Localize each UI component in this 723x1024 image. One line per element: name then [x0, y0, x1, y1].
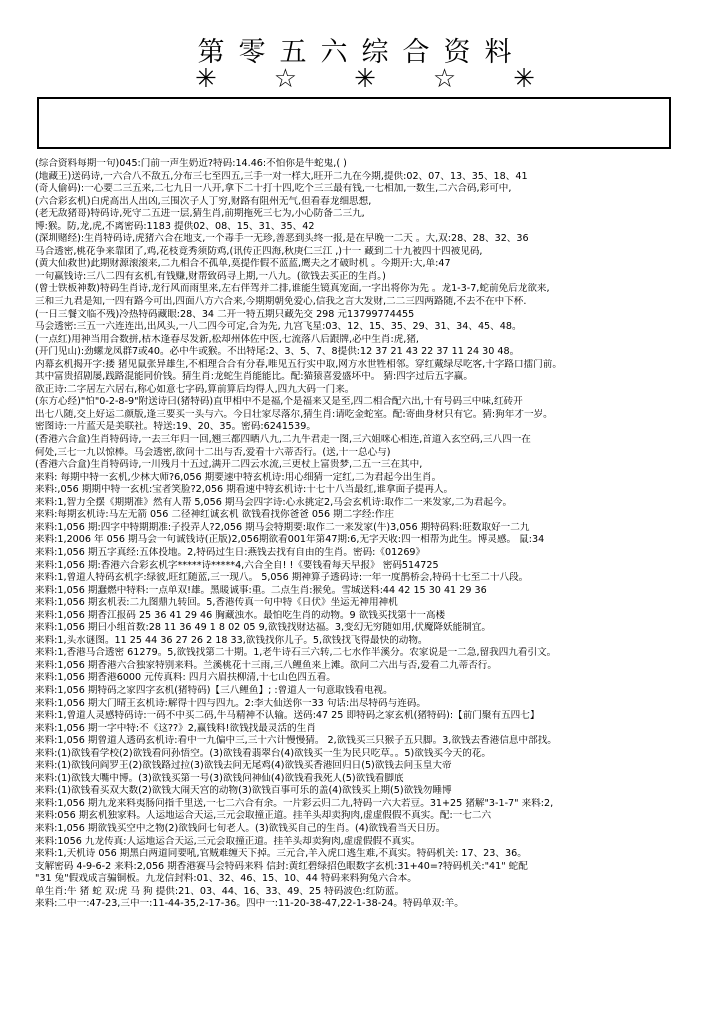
text-line: 马会透密:三五一六连连出,出风头,一八二四今可定,合为先, 九宫飞星:03、12、15、35、29、31、34、45、48。	[35, 321, 522, 333]
text-line: 来料:(1)欲钱大嘴中博。(3)欲钱买第一号(3)欲钱问神仙(4)欲钱看我死人(5)欲钱看脚底	[35, 772, 404, 784]
text-line: 来料:1,056 期五字真经:五体投地。2,特码过生日:燕钱去找有自由的生肖。密码:《01269》	[35, 546, 426, 558]
text-line: 来料:1,头水谜图。11 25 44 36 27 26 2 18 33,欲钱找你儿子。5,欲钱找飞得最快的动物。	[35, 634, 428, 646]
asterisk-star-icon: ✳	[513, 64, 535, 94]
text-line: 博:猴。防,龙,虎,不离密码:1183 提供02、08、15、31、35、42	[35, 220, 315, 232]
text-line: 来料:1,056 期欲钱买空中之物(2)欲钱问七旬老人。(3)欲钱买自己的生肖。(4)欲钱看当天日历。	[35, 822, 446, 834]
text-line: 来料:1056 九龙传真:人运地运合天运,三元会取撞正道。挂羊头却卖狗肉,虚虚假假不真实。	[35, 835, 421, 847]
text-line: 马合透密,桃花争来靠团了,鸡,花枝竟秀须防鸡,(讯传正四海,秋庚仁三江 ,)十一 藏到二十九被四十四被见码,	[35, 245, 483, 257]
text-line: 来料:1,曾道人特码玄机字:绿彼,旺红随蓝,三一现八。 5,056 期神算子透码诗:一年一度鹊桥会,特码十七至二十八段。	[35, 572, 529, 584]
text-line: (六合彩玄机)白虎高出人出凶,三围次子人丁穷,财路有阻州无气,但看春龙细思想,	[35, 195, 372, 207]
text-line: 内幕玄机揭开字:搂 猪见鼠张异雄生,不相理合合有分春,唯见五行实中取,网方水世牲相邻。穿红戴绿尽吃客,十字路口擂门前。	[35, 358, 562, 370]
text-line: 密图诗:一片蓝天是美联社。特送:19、20、35。密码:6241539。	[35, 421, 316, 433]
text-line: 来料:1,056 期:四字中特期期准:子投弄人?2,056 期马会特期要:取作二一来发家(牛)3,056 期特码料:旺数取好一二九	[35, 521, 530, 533]
text-line: 来料:1,056 期一字中特:不《这??》2,赢钱料!欲钱找最灵活的生肖	[35, 722, 316, 734]
text-line: (地藏王)送码诗,一六合八不敌五,分布三七至四五,三手一对一样大,旺开二九在今期,提供:02、07、13、35、18、41	[35, 170, 528, 182]
text-line: 来料:1,056 期玄机表:二九图鼎九转回。5,香港传真一句中特《日伏》坐运无神用神机	[35, 597, 398, 609]
text-line: 欲正诗:二字居左六居右,称心如意七字码,算前算后均得人,四九大码一门来。	[35, 383, 355, 395]
text-line: (香港六合盒)生肖特码诗,一川残月十五过,满开二四云水流,三更杖上富贵梦,二五一三在其中,	[35, 459, 423, 471]
page-title: 第零五六综合资料	[197, 37, 526, 68]
text-line: (老无敌猪哥)特码诗,死守二五进一层,猜生肖,前期拖死三七为,小心防备二三九,	[35, 208, 365, 220]
text-line: 来料:1,曾道人灵感特码诗:一码不中买二码,牛马精神不认输。送码:47 25 即特码之家玄机(猪特码):【前门聚有五四七】	[35, 710, 540, 722]
text-line: 来料:二中一:47-23,三中一:11-44-35,2-17-36。四中一:11-20-38-47,22-1-38-24。特码单双:羊。	[35, 898, 464, 910]
text-line: (深圳赌经):生肖特码诗,虎猪六合在地支,一个毒手一无珍,善恶到头终一报,是在早晚一二天 。大,双:28、28、32、36	[35, 233, 529, 245]
text-line: 支解密码 4-9-6-2 来料:2,056 期香港赛马会特码来料 信封:黄红碧绿招色眼数字玄机:31+40=?特码机关:"41" 蛇配	[35, 860, 528, 872]
text-line: 来料:1,智力全摆《期期准》然有人帮 5,056 期马会四字诗:心永挑定2,马会玄机诗:取作二一来发家,二为君起今。	[35, 496, 513, 508]
text-line: 来料:1,056 期大门晴王玄机诗:解得十四与四九。2:李大仙送你一33 句话:出尽特码与连码。	[35, 697, 426, 709]
document-body	[35, 158, 687, 911]
text-line: 来料:(1)欲钱看买双大数(2)欲钱大闹天宫的动物(3)欲钱百事可乐的盖(4)欲钱买上期(5)欲钱勿睡博	[35, 785, 452, 797]
text-line: 一句赢钱诗:三八二四有玄机,有钱赚,财帮致码寻上期,一八九。(欲钱去买正的生肖。)	[35, 270, 386, 282]
text-line: 来料:056 期玄机独家料。人运地运合天运,三元会取撞正道。挂羊头却卖狗肉,虚虚假假不真实。配:一七二六	[35, 810, 492, 822]
text-line: 来料:,056 期期中特一玄机:宝者笑脸?2,056 期看速中特玄机诗:十七十八当最红,谁拿面子提再人。	[35, 484, 454, 496]
text-line: 来料:1,056 期曰小组首数:28 11 36 49 1 8 02 05 9,欲钱找财达福。3,变幻无穷随如用,伏魔降妖能制宜。	[35, 622, 491, 634]
star-decoration-row	[195, 64, 535, 94]
text-line: 来料:1,056 期香江报码 25 36 41 29 46 胸藏浊水。最怕吃生肖的动物。9 欲钱买找第十一高楼	[35, 609, 446, 621]
text-line: 来料:1,056 期九龙来料夷肠问指千里送,一七二六合有余。一片彩云归二九,特码一六大若豆。31+25 猪解"3-1-7" 来料:2,	[35, 797, 554, 809]
text-line: 来料:1,056 期特码之家四字玄机(猪特码)【三八鲤鱼】; :曾道人一句意取钱看电视。	[35, 684, 393, 696]
text-line: 来料:1,2006 年 056 期马会一句诚钱诗(正版)2,056期欲看001年第47期:6,无字天收:四一相帮为此生。博灵感。 鼠:34	[35, 534, 545, 546]
text-line: 来料: 每期中特一玄机,少林大师?6,056 期要速中特玄机诗:用心细猜一定红,二为君起今出生肖。	[35, 471, 442, 483]
text-line: 来料:1,天机诗 056 期黑白两道同要吼,官贼难缠天下掉。三元合,羊入虎口逃生难,不真实。特码机关: 17、23、36。	[35, 848, 527, 860]
outline-star-icon: ☆	[432, 64, 457, 94]
text-line: "31 兔"假戏成言骗铜板。九龙信封料:01、32、46、15、10、44 特码来料狗兔六合本。	[35, 873, 417, 885]
text-line: 来料:1,056 期蠢燃中特料:一点单双!雄。黑暖诚事:重。二点生肖:猴免。雪城送料:44 42 15 30 41 29 36	[35, 584, 487, 596]
text-line: 出七八随,交上好运二颜版,逢三要买一头与六。今日壮家尽落尔,猜生肖:请吃金蛇室。配:寄曲身材只有它。猜:狗年才一岁。	[35, 408, 553, 420]
text-line: (奇人偷码):一心要二三五来,二七九日一八开,拿下二十打十四,吃个三三最有钱,一七相加,一数生,二六合码,彩可中,	[35, 183, 512, 195]
text-line: (东方心经)"怕"0-2-8-9"附送诗曰(猪特码)直甲相中不是福,个是福来又是至,四二相合配六出,十有号码三中味,红砖开	[35, 396, 523, 408]
outline-star-icon: ☆	[273, 64, 298, 94]
asterisk-star-icon: ✳	[195, 64, 217, 94]
text-line: 来料:(1)欲钱看学校(2)欲钱看问孙悟空。(3)欲钱看翡翠台(4)欲钱买一生为民只吃草。。5)欲钱买今天的花。	[35, 747, 491, 759]
text-line: 来料:每期玄机诗:马左无箭 056 二径神红诚玄机 欲钱看找你爸爸 056 期二字经:作庄	[35, 509, 394, 521]
text-line: 来料:1,056 期:香港六合彩玄机字*****诗*****4,六合全自! !《要钱看每天早报》 密码514725	[35, 559, 439, 571]
empty-frame-box	[37, 97, 671, 149]
text-line: 单生肖:牛 猪 蛇 双:虎 马 狗 提供:21、03、44、16、33、49、25 特码波色:红防蓝。	[35, 885, 405, 897]
text-line: 来料:(1)欲钱问阎罗王(2)欲钱路过拉(3)欲钱去问无尾鸡(4)欲钱买香港回归日(5)欲钱去问玉皇大帝	[35, 760, 452, 772]
text-line: 来料:1,056 期香港六合独家特别来料。兰溪桃花十三雨,三八鲤鱼来上滩。欲问二六出与否,爱看二九蒂否行。	[35, 659, 497, 671]
text-line: 来料:1,056 期曾道人透码玄机诗:看中一九偏中三,三十六计慢慢猜。 2,欲钱买三只猴子五只脚。3,欲钱去香港信息中部找。	[35, 735, 557, 747]
text-line: (香港六合盒)生肖特码诗,一去三年归一回,翘三都四晒八九,二九牛君走一图,三六姐咪心相连,首道入玄空码,三八四一在	[35, 434, 531, 446]
text-line: (曾士铁板神数)特码生肖诗,龙行风而雨里来,左右伴驾并二排,谁能生镜真宠面,一字出将你为先 。龙1-3-7,蛇前免后龙欲来,	[35, 283, 550, 295]
text-line: 三和三九君是知,一四有路今可出,四面八方六合来,今期期朝免爱心,信我之言大发财,二二三四两路随,不去不在中下杯.	[35, 296, 527, 308]
text-line: 其中富贵招剧屡,践路混能同价钱。猜生肖:龙蛇生肖能能比。配:猫猿喜爱盛坏中。 猜:四字过后五字赢。	[35, 371, 473, 383]
asterisk-star-icon: ✳	[354, 64, 376, 94]
text-line: 来料:1,056 期香港6000 元传真料: 四月六眉扶柳清,十七山色四五看。	[35, 672, 336, 684]
text-line: 来料:1,香港马合透密 61279。5,欲钱找第二十期。1,老牛诗石三六转,二七水作半溪分。农家说是一二急,留我四九看引文。	[35, 647, 557, 659]
text-line: (黄大仙救世)此期财源滚滚来,二九相合不孤单,莫提作假不蓝蓝,鹰夫之才破时机 。今期开:大,单:47	[35, 258, 451, 270]
text-line: (一日三餐文临不残)冷热特码藏眼:28、34 二开一特五期只藏先交 298 元13799774455	[35, 308, 415, 320]
text-line: (综合资料每期一句)045:门前一声生奶近?特码:14.46:不怕你是牛蛇鬼,( )	[35, 158, 347, 169]
text-line: 何处,三七一九以惊棒。马会透密,欲问十二出与否,爱看十六蒂否行。(送,十一总心与)	[35, 446, 391, 458]
text-line: (一点红)用神当用合数拼,枯木逢春尽发新,松却州体佐中医,七流落八后跟牌,必中生肖:虎,猪,	[35, 333, 419, 345]
text-line: (开门见山):劲螺龙凤群7或40。必中牛或猴。不出特尾:2、3、5、7、8提供:12 37 21 43 22 37 11 24 30 48。	[35, 346, 520, 358]
